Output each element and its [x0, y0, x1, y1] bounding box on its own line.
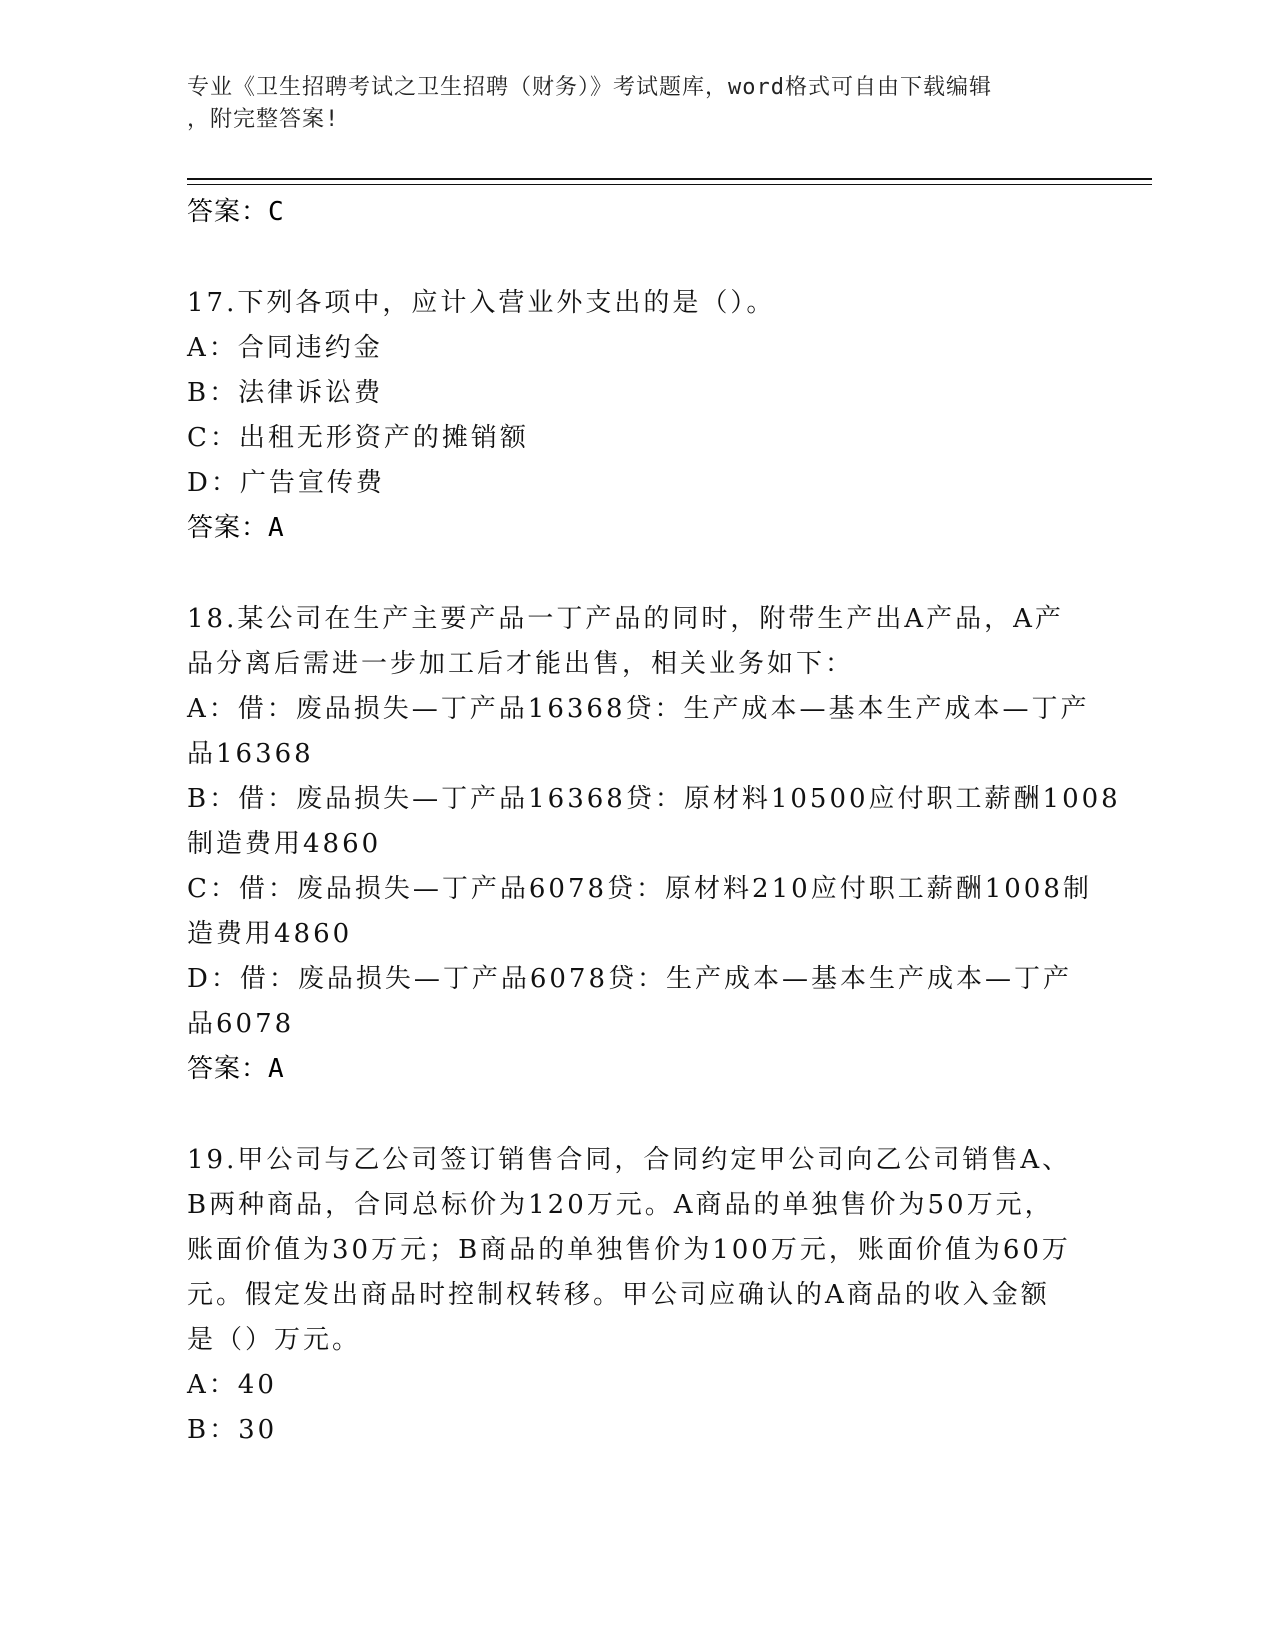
previous-answer: 答案：C: [187, 197, 285, 227]
option-a-line-1: A：借：废品损失—丁产品16368贷：生产成本—基本生产成本—丁产: [187, 694, 1090, 724]
answer: 答案：A: [187, 1054, 285, 1084]
option-d-line-1: D：借：废品损失—丁产品6078贷：生产成本—基本生产成本—丁产: [187, 964, 1073, 994]
option-c-line-2: 造费用4860: [187, 919, 353, 949]
answer: 答案：A: [187, 513, 285, 543]
question-stem-line-5: 是（）万元。: [187, 1325, 362, 1355]
question-stem-line-2: B两种商品，合同总标价为120万元。A商品的单独售价为50万元，: [187, 1190, 1054, 1220]
header-title-line-1: 专业《卫生招聘考试之卫生招聘（财务）》考试题库，word格式可自由下载编辑: [187, 75, 992, 100]
question-stem-line-4: 元。假定发出商品时控制权转移。甲公司应确认的A商品的收入金额: [187, 1280, 1050, 1310]
header-divider-thin: [187, 184, 1152, 185]
option-b-line-1: B：借：废品损失—丁产品16368贷：原材料10500应付职工薪酬1008: [187, 784, 1121, 814]
option-d-line-2: 品6078: [187, 1009, 295, 1039]
header-title-line-2: ，附完整答案!: [187, 107, 340, 132]
page-header: [187, 72, 1067, 136]
question-stem-line-1: 19.甲公司与乙公司签订销售合同，合同约定甲公司向乙公司销售A、: [187, 1145, 1072, 1175]
option-a-line-2: 品16368: [187, 739, 314, 769]
option-a: A：40: [187, 1370, 277, 1400]
question-stem-line-3: 账面价值为30万元；B商品的单独售价为100万元，账面价值为60万: [187, 1235, 1071, 1265]
question-19: [187, 1138, 1087, 1453]
header-divider-thick: [187, 178, 1152, 180]
option-b: B：法律诉讼费: [187, 378, 384, 408]
question-stem-line-2: 品分离后需进一步加工后才能出售，相关业务如下：: [187, 649, 855, 679]
question-17: [187, 281, 1087, 551]
option-a: A：合同违约金: [187, 333, 383, 363]
option-d: D：广告宣传费: [187, 468, 385, 498]
option-c-line-1: C：借：废品损失—丁产品6078贷：原材料210应付职工薪酬1008制: [187, 874, 1092, 904]
option-b: B：30: [187, 1415, 278, 1445]
question-stem-line-1: 18.某公司在生产主要产品一丁产品的同时，附带生产出A产品，A产: [187, 604, 1064, 634]
question-stem: 17.下列各项中，应计入营业外支出的是（）。: [187, 288, 776, 318]
option-c: C：出租无形资产的摊销额: [187, 423, 529, 453]
question-content: [187, 190, 1121, 1453]
option-b-line-2: 制造费用4860: [187, 829, 382, 859]
question-18: [187, 597, 1121, 1092]
